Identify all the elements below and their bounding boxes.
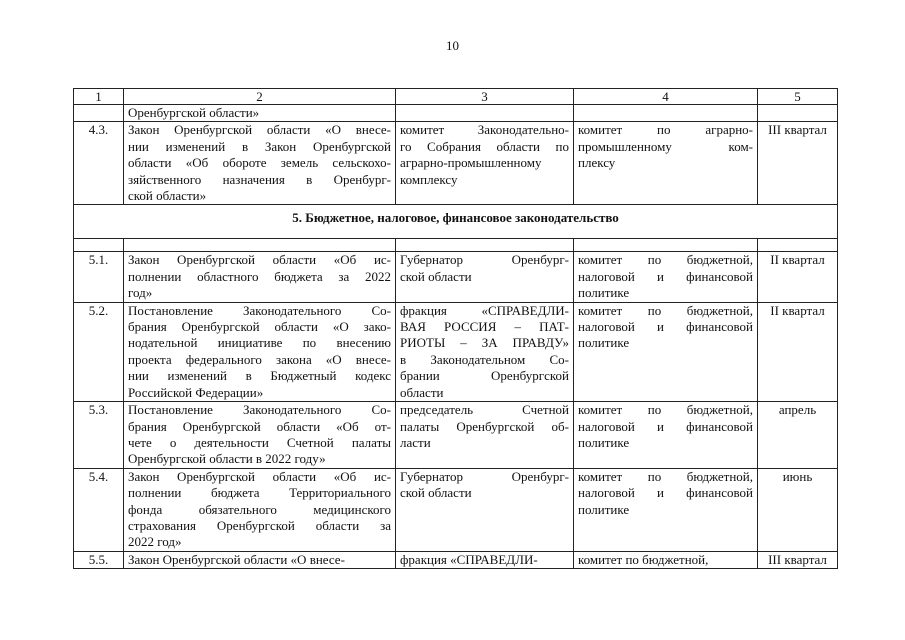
cell-committee [574, 302, 758, 401]
text-line: брания Оренбургской области «Об от- [128, 418, 391, 434]
text-line: комитет по бюджетной, [578, 252, 753, 268]
text-line: брания Оренбургской области «О зако- [128, 319, 391, 335]
table-row [74, 551, 838, 568]
text-line: ской области [400, 485, 472, 501]
text-line: промышленному ком- [578, 138, 753, 154]
text-line: налоговой и финансовой [578, 418, 753, 434]
header-cell: 1 [74, 89, 124, 105]
text-line: Российской Федерации» [128, 384, 264, 400]
text-line: Постановление Законодательного Со- [128, 302, 391, 318]
spacer-row [74, 239, 838, 252]
header-cell: 2 [124, 89, 396, 105]
text-line: Закон Оренбургской области «Об ис- [128, 468, 391, 484]
text-line: области [400, 384, 444, 400]
cell-num: 5.4. [74, 468, 124, 551]
text-line: фракция «СПРАВЕДЛИ- [400, 302, 569, 318]
cell-initiator [396, 551, 574, 568]
cell-initiator [396, 252, 574, 302]
cell-num: 5.3. [74, 402, 124, 469]
text-line: фонда обязательного медицинского [128, 501, 391, 517]
text-line: ВАЯ РОССИЯ – ПАТ- [400, 319, 569, 335]
text-line: палаты Оренбургской об- [400, 418, 569, 434]
continuation-row [74, 105, 838, 122]
table-row [74, 252, 838, 302]
text-line: нии изменений в Закон Оренбургской [128, 138, 391, 154]
spacer-cell [758, 239, 838, 252]
cell-num: 4.3. [74, 122, 124, 205]
text-line: проекта федерального закона «О внесе- [128, 351, 391, 367]
text-line: комплексу [400, 171, 458, 187]
header-row [74, 89, 838, 105]
text-line: брании Оренбургской [400, 368, 569, 384]
cell-term: апрель [758, 402, 838, 469]
text-line: аграрно-промышленному [400, 155, 542, 171]
text-line: плексу [578, 155, 616, 171]
cell-num: 5.5. [74, 551, 124, 568]
cell-title [124, 468, 396, 551]
cell-initiator [396, 105, 574, 122]
header-cell: 4 [574, 89, 758, 105]
header-cell: 5 [758, 89, 838, 105]
text-line: РИОТЫ – ЗА ПРАВДУ» [400, 335, 569, 351]
text-line: политике [578, 434, 630, 450]
text-line: Закон Оренбургской области «Об ис- [128, 252, 391, 268]
text-line: полнении областного бюджета за 2022 [128, 268, 391, 284]
text-line: политике [578, 285, 630, 301]
cell-term: II квартал [758, 302, 838, 401]
cell-term: II квартал [758, 252, 838, 302]
cell-term: III квартал [758, 551, 838, 568]
cell-title: Оренбургской области» [124, 105, 396, 122]
text-line: Закон Оренбургской области «О внесе- [128, 122, 391, 138]
cell-num: 5.2. [74, 302, 124, 401]
spacer-cell [396, 239, 574, 252]
text-line: Закон Оренбургской области «О внесе- [128, 551, 345, 567]
page-number: 10 [446, 38, 459, 53]
cell-num: 5.1. [74, 252, 124, 302]
text-line: год» [128, 285, 153, 301]
table-row [74, 468, 838, 551]
text-line: зяйственного назначения в Оренбург- [128, 171, 391, 187]
text-line: комитет по аграрно- [578, 122, 753, 138]
cell-term [758, 105, 838, 122]
cell-initiator [396, 122, 574, 205]
text-line: чете о деятельности Счетной палаты [128, 434, 391, 450]
text-line: фракция «СПРАВЕДЛИ- [400, 551, 538, 567]
text-line: комитет по бюджетной, [578, 468, 753, 484]
text-line: Постановление Законодательного Со- [128, 402, 391, 418]
cell-num [74, 105, 124, 122]
spacer-cell [74, 239, 124, 252]
table-row [74, 302, 838, 401]
text-line: комитет по бюджетной, [578, 402, 753, 418]
text-line: 2022 год» [128, 534, 182, 550]
section-title: 5. Бюджетное, налоговое, финансовое законодательство [74, 205, 838, 239]
cell-term: III квартал [758, 122, 838, 205]
text-line: комитет Законодательно- [400, 122, 569, 138]
text-line: ской области [400, 268, 472, 284]
text-line: комитет по бюджетной, [578, 302, 753, 318]
cell-committee [574, 402, 758, 469]
table-row [74, 122, 838, 205]
text-line: страхования Оренбургской области за [128, 517, 391, 533]
cell-initiator [396, 302, 574, 401]
header-cell: 3 [396, 89, 574, 105]
text-line: го Собрания области по [400, 138, 569, 154]
cell-term: июнь [758, 468, 838, 551]
cell-committee [574, 105, 758, 122]
text-line: в Законодательном Со- [400, 351, 569, 367]
cell-committee [574, 122, 758, 205]
spacer-cell [124, 239, 396, 252]
cell-committee [574, 551, 758, 568]
text-line: полнении бюджета Территориального [128, 485, 391, 501]
text-line: ской области» [128, 188, 207, 204]
cell-title [124, 252, 396, 302]
text-line: ласти [400, 434, 431, 450]
cell-committee [574, 468, 758, 551]
text-line: налоговой и финансовой [578, 319, 753, 335]
text-line: нодательной инициативе по внесению [128, 335, 391, 351]
cell-committee [574, 252, 758, 302]
text-line: налоговой и финансовой [578, 485, 753, 501]
text-line: нии изменений в Бюджетный кодекс [128, 368, 391, 384]
spacer-cell [574, 239, 758, 252]
cell-title [124, 551, 396, 568]
text-line: налоговой и финансовой [578, 268, 753, 284]
cell-title [124, 302, 396, 401]
text-line: Губернатор Оренбург- [400, 252, 569, 268]
text-line: Губернатор Оренбург- [400, 468, 569, 484]
text-line: политике [578, 501, 630, 517]
cell-title [124, 402, 396, 469]
cell-title [124, 122, 396, 205]
plan-table [73, 88, 838, 569]
cell-initiator [396, 402, 574, 469]
section-row [74, 205, 838, 239]
text-line: председатель Счетной [400, 402, 569, 418]
table-row [74, 402, 838, 469]
text-line: области «Об обороте земель сельскохо- [128, 155, 391, 171]
text-line: политике [578, 335, 630, 351]
text-line: комитет по бюджетной, [578, 551, 709, 567]
text-line: Оренбургской области в 2022 году» [128, 451, 326, 467]
cell-initiator [396, 468, 574, 551]
